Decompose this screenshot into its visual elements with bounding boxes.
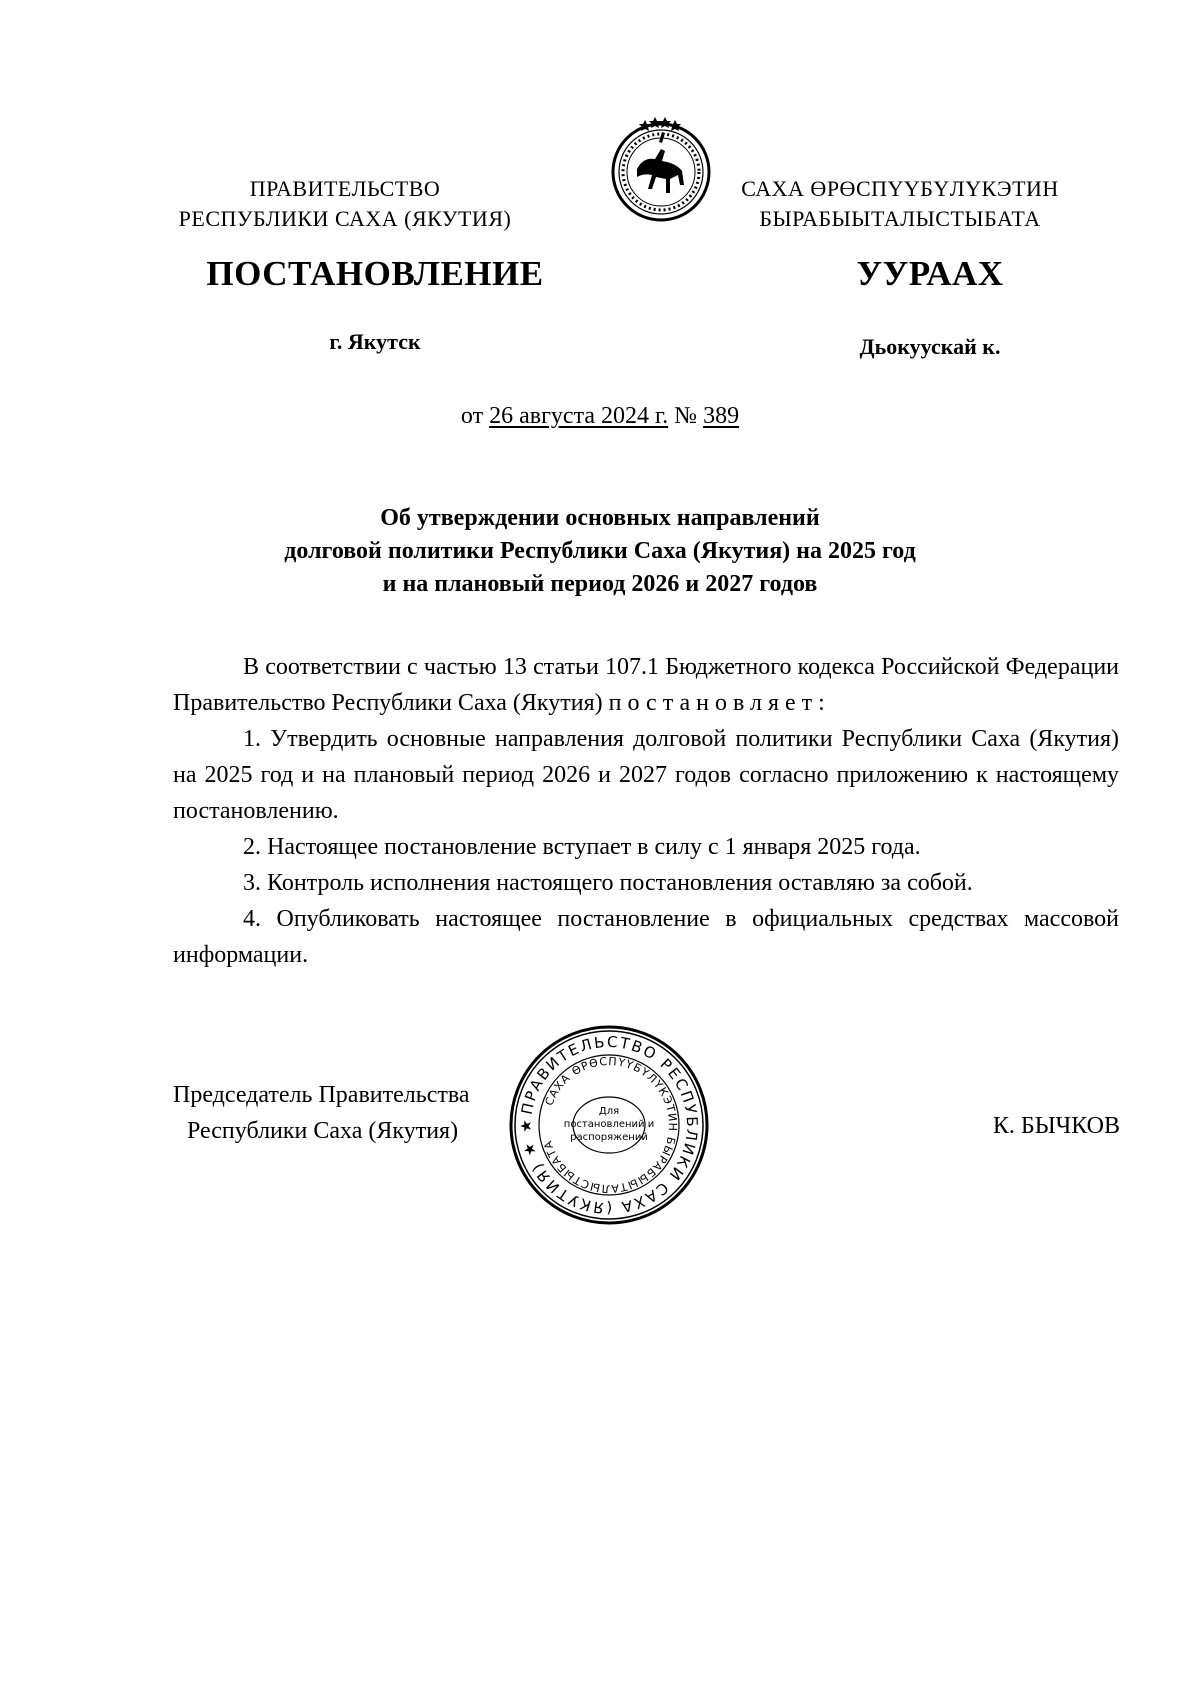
signatory-line2: Республики Саха (Якутия) [187, 1118, 459, 1144]
stamp-center-line3: распоряжений [570, 1132, 648, 1143]
header-right [705, 174, 1095, 234]
document-title [160, 502, 1040, 601]
date-value: 26 августа 2024 г. [489, 403, 669, 429]
date-prefix: от [460, 403, 484, 429]
stamp-outer-text: ПРАВИТЕЛЬСТВО РЕСПУБЛИКИ САХА (ЯКУТИЯ) ★ ★ [516, 1032, 702, 1218]
city-right: Дьокуускай к. [859, 334, 1001, 359]
signatory-line1: Председатель Правительства [173, 1082, 470, 1108]
official-stamp-icon [504, 1020, 714, 1230]
doctype-left: ПОСТАНОВЛЕНИЕ [206, 254, 544, 293]
stamp-center-line2: постановлений и [563, 1119, 655, 1130]
preamble [173, 649, 1119, 721]
signatory-name: К. БЫЧКОВ [992, 1113, 1120, 1139]
document-body [173, 649, 1119, 973]
title-line1: Об утверждении основных направлений [380, 505, 820, 531]
stamp-center-line1: Для [598, 1106, 620, 1117]
item-3: 3. Контроль исполнения настоящего постановления оставляю за собой. [243, 870, 973, 896]
signatory-position [173, 1077, 470, 1149]
number-sign: № [674, 403, 698, 429]
title-line2: долговой политики Республики Саха (Якутия) на 2025 год [284, 538, 916, 564]
city-left: г. Якутск [329, 329, 421, 354]
item-1: 1. Утвердить основные направления долговой политики Республики Саха (Якутия) на 2025 год и на плановый период 2026 и 2027 годов согласно приложению к настоящему постановлению. [173, 726, 1119, 824]
header-right-line2: БЫРАБЫЫТАЛЫСТЫБАТА [759, 206, 1041, 231]
stamp-inner-text: САХА ӨРӨСПҮҮБҮЛҮКЭТИН БЫРАБЫЫТАЛЫСТЫБАТА [541, 1054, 680, 1196]
title-line3: и на плановый период 2026 и 2027 годов [382, 571, 818, 597]
header-left [150, 174, 540, 234]
coat-of-arms-icon [605, 114, 717, 226]
date-line [300, 403, 900, 430]
decree-word: постановляет: [608, 690, 831, 716]
document-number: 389 [703, 403, 740, 429]
item-2: 2. Настоящее постановление вступает в силу с 1 января 2025 года. [243, 834, 921, 860]
header-right-line1: САХА ӨРӨСПҮҮБҮЛҮКЭТИН [741, 176, 1059, 201]
item-4: 4. Опубликовать настоящее постановление в официальных средствах массовой информации. [173, 906, 1119, 968]
header-left-line1: ПРАВИТЕЛЬСТВО [249, 176, 441, 201]
header-left-line2: РЕСПУБЛИКИ САХА (ЯКУТИЯ) [178, 206, 512, 231]
preamble-text: В соответствии с частью 13 статьи 107.1 Бюджетного кодекса Российской Федерации Правительство Республики Саха (Якутия) [173, 654, 1119, 716]
doctype-right: УУРААХ [856, 254, 1004, 293]
